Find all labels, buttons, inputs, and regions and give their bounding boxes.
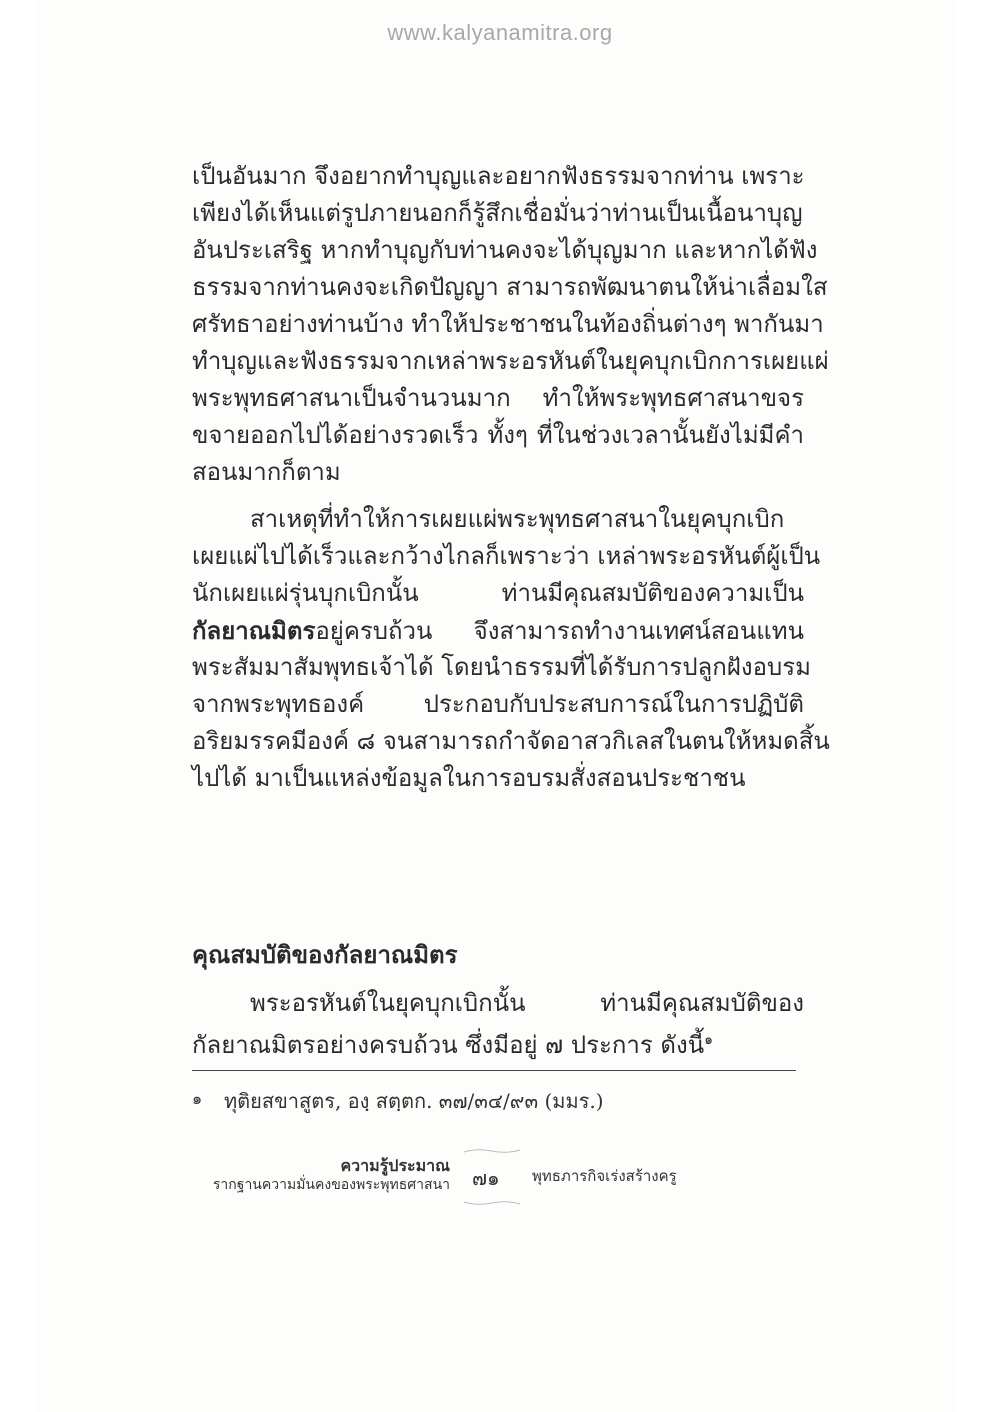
footnote-mark: ๑ [192, 1089, 203, 1108]
text-line [192, 1020, 804, 1057]
text-line: เป็นอันมาก จึงอยากทำบุญและอยากฟังธรรมจากท่าน เพราะ [192, 162, 805, 190]
page-number: ๗๑ [472, 1166, 500, 1190]
text-line [192, 612, 804, 649]
text-line: ขจายออกไปได้อย่างรวดเร็ว ทั้งๆ ที่ในช่วงเวลานั้นยังไม่มีคำ [192, 421, 804, 449]
bold-term: กัลยาณมิตร [192, 616, 316, 645]
text-line: พระอรหันต์ในยุคบุกเบิกนั้น ท่านมีคุณสมบัติของ [250, 989, 804, 1017]
text-line: อันประเสริฐ หากทำบุญกับท่านคงจะได้บุญมาก และหากได้ฟัง [192, 236, 818, 264]
ornament-top-icon [462, 1146, 522, 1156]
section-heading: คุณสมบัติของกัลยาณมิตร [192, 940, 458, 969]
text-line: นักเผยแผ่รุ่นบุกเบิกนั้น ท่านมีคุณสมบัติของความเป็น [192, 579, 804, 607]
text-line: สอนมากก็ตาม [192, 458, 341, 486]
text-line: เผยแผ่ไปได้เร็วและกว้างไกลก็เพราะว่า เหล่าพระอรหันต์ผู้เป็น [192, 542, 821, 570]
footnote-reference[interactable]: ๑ [704, 1032, 713, 1048]
footer-book-subtitle: รากฐานความมั่นคงของพระพุทธศาสนา [212, 1177, 450, 1193]
text-line: ธรรมจากท่านคงจะเกิดปัญญา สามารถพัฒนาตนให้น่าเลื่อมใส [192, 273, 828, 301]
footnote-text: ทุติยสขาสูตร, องฺ สตฺตก. ๓๗/๓๔/๙๓ (มมร.) [224, 1089, 604, 1113]
ornament-bottom-icon [462, 1198, 522, 1208]
footer-series-title: พุทธภารกิจเร่งสร้างครู [532, 1167, 677, 1185]
text-line: พระพุทธศาสนาเป็นจำนวนมาก ทำให้พระพุทธศาสนาขจร [192, 384, 804, 412]
footnote [192, 1085, 604, 1115]
text-line: จากพระพุทธองค์ ประกอบกับประสบการณ์ในการปฏิบัติ [192, 690, 804, 718]
watermark-url: www.kalyanamitra.org [387, 20, 613, 45]
text-line: พระสัมมาสัมพุทธเจ้าได้ โดยนำธรรมที่ได้รับการปลูกฝังอบรม [192, 653, 811, 681]
page-footer [200, 1150, 800, 1220]
footnote-divider [192, 1070, 796, 1071]
section-text [192, 983, 804, 1057]
text-fragment: อยู่ครบถ้วน จึงสามารถทำงานเทศน์สอนแทน [315, 617, 804, 645]
footer-book-title: ความรู้ประมาณ [340, 1156, 450, 1175]
text-fragment: กัลยาณมิตรอย่างครบถ้วน ซึ่งมีอยู่ ๗ ประการ ดังนี้ [192, 1031, 705, 1059]
text-line: ทำบุญและฟังธรรมจากเหล่าพระอรหันต์ในยุคบุกเบิกการเผยแผ่ [192, 347, 829, 375]
text-line: เพียงได้เห็นแต่รูปภายนอกก็รู้สึกเชื่อมั่นว่าท่านเป็นเนื้อนาบุญ [192, 199, 803, 227]
footer-book-info [213, 1156, 450, 1194]
main-text [192, 158, 830, 797]
text-line: อริยมรรคมีองค์ ๘ จนสามารถกำจัดอาสวกิเลสในตนให้หมดสิ้น [192, 727, 830, 755]
text-line: สาเหตุที่ทำให้การเผยแผ่พระพุทธศาสนาในยุคบุกเบิก [250, 505, 785, 533]
text-line: ไปได้ มาเป็นแหล่งข้อมูลในการอบรมสั่งสอนประชาชน [192, 764, 746, 792]
text-line: ศรัทธาอย่างท่านบ้าง ทำให้ประชาชนในท้องถิ่นต่างๆ พากันมา [192, 310, 824, 338]
